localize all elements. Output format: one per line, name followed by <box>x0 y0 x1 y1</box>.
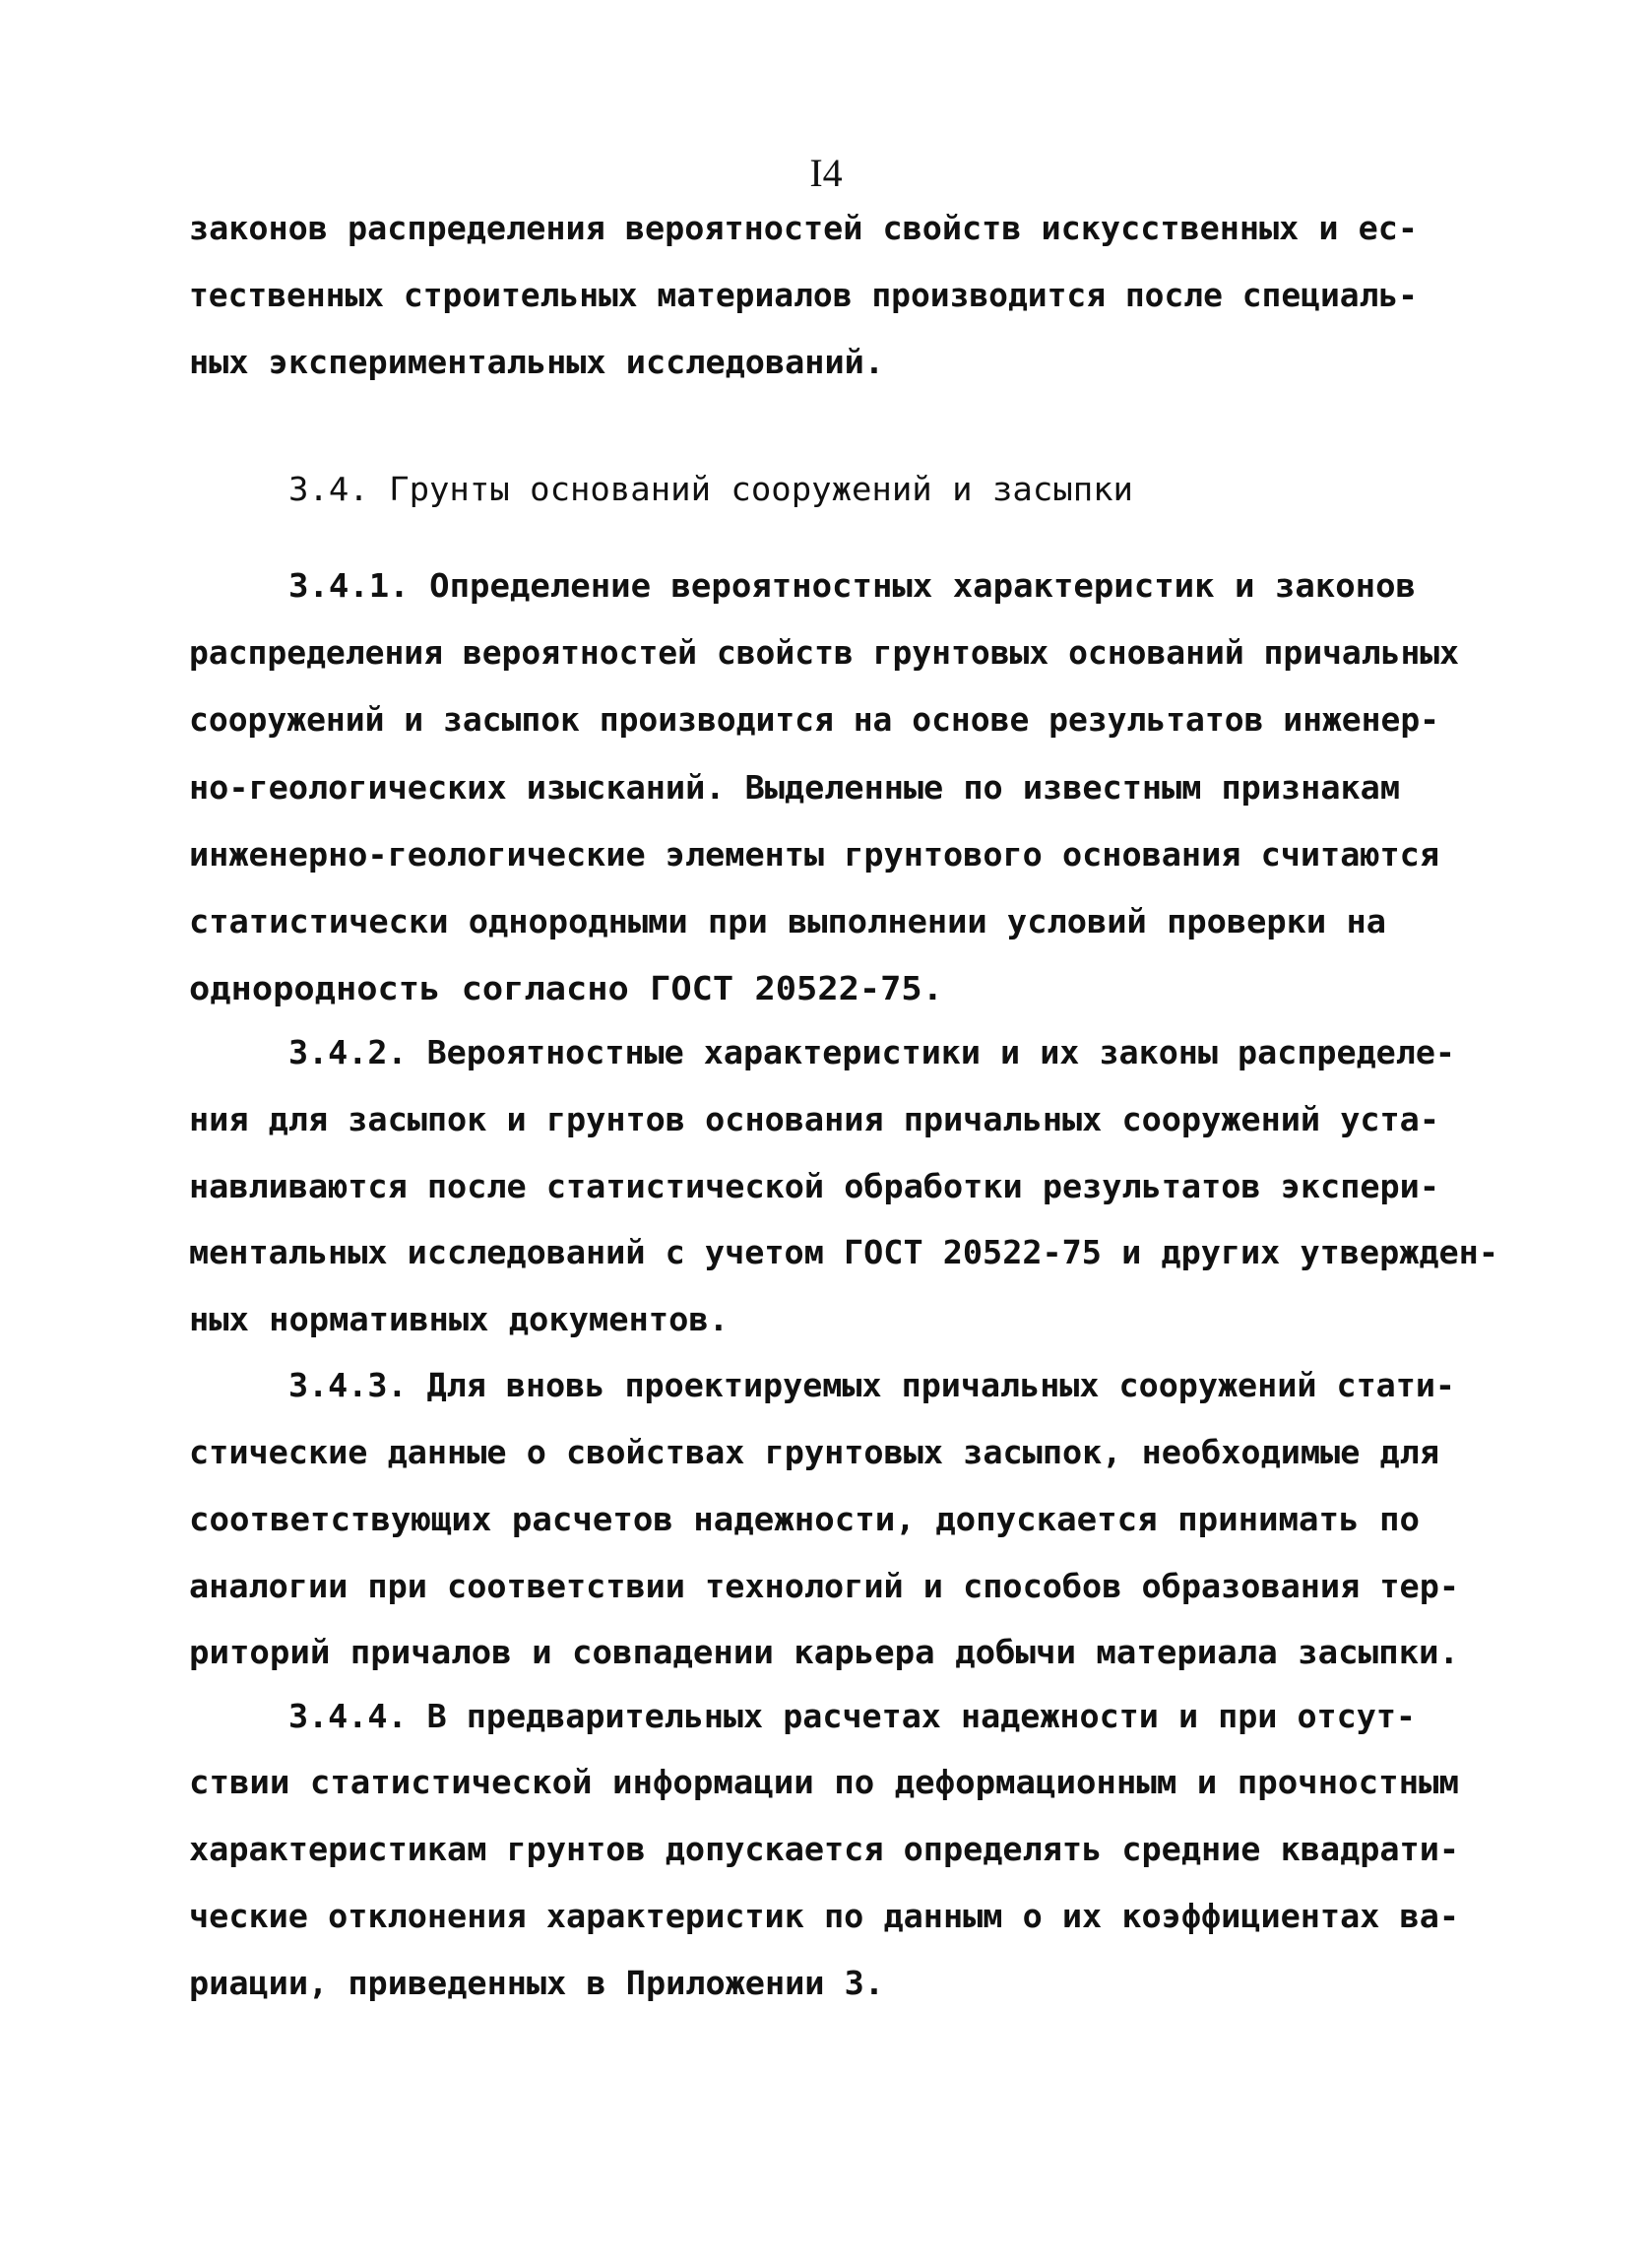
text-line: соответствующих расчетов надежности, допускается принимать по <box>189 1500 1420 1538</box>
paragraph-3-4-2-line-1: 3.4.2. Вероятностные характеристики и их законы распределе- <box>288 1033 1455 1071</box>
text-line: сооружений и засыпок производится на основе результатов инженер- <box>189 700 1439 739</box>
text-line: ных нормативных документов. <box>189 1300 729 1338</box>
text-line: риторий причалов и совпадении карьера добычи материала засыпки. <box>189 1633 1459 1671</box>
text-line: инженерно-геологические элементы грунтового основания считаются <box>189 835 1439 874</box>
text-line: аналогии при соответствии технологий и способов образования тер- <box>189 1567 1459 1605</box>
paragraph-3-4-4-line-1: 3.4.4. В предварительных расчетах надежности и при отсут- <box>288 1697 1417 1735</box>
text-line: риации, приведенных в Приложении 3. <box>189 1964 884 2002</box>
text-line: ных экспериментальных исследований. <box>189 343 884 381</box>
text-line: распределения вероятностей свойств грунтовых оснований причальных <box>189 633 1459 672</box>
paragraph-3-4-1-line-1: 3.4.1. Определение вероятностных характеристик и законов <box>288 566 1416 605</box>
text-line: однородность согласно ГОСТ 20522-75. <box>189 969 943 1007</box>
text-line: ния для засыпок и грунтов основания причальных сооружений уста- <box>189 1100 1439 1138</box>
text-line: ческие отклонения характеристик по данным о их коэффициентах ва- <box>189 1897 1459 1935</box>
text-line: тественных строительных материалов производится после специаль- <box>189 276 1418 314</box>
text-line: законов распределения вероятностей свойств искусственных и ес- <box>189 209 1418 247</box>
text-line: навливаются после статистической обработки результатов экспери- <box>189 1167 1439 1205</box>
text-line: характеристикам грунтов допускается определять средние квадрати- <box>189 1830 1459 1868</box>
paragraph-3-4-3-line-1: 3.4.3. Для вновь проектируемых причальных сооружений стати- <box>288 1366 1455 1404</box>
text-line: но-геологических изысканий. Выделенные по известным признакам <box>189 768 1400 807</box>
page-number: I4 <box>809 151 843 195</box>
text-line: ментальных исследований с учетом ГОСТ 20522-75 и других утвержден- <box>189 1233 1498 1271</box>
section-heading: 3.4. Грунты оснований сооружений и засыпки <box>288 470 1133 508</box>
text-line: стические данные о свойствах грунтовых засыпок, необходимые для <box>189 1433 1439 1471</box>
text-line: ствии статистической информации по деформационным и прочностным <box>189 1763 1459 1801</box>
text-line: статистически однородными при выполнении условий проверки на <box>189 902 1386 940</box>
